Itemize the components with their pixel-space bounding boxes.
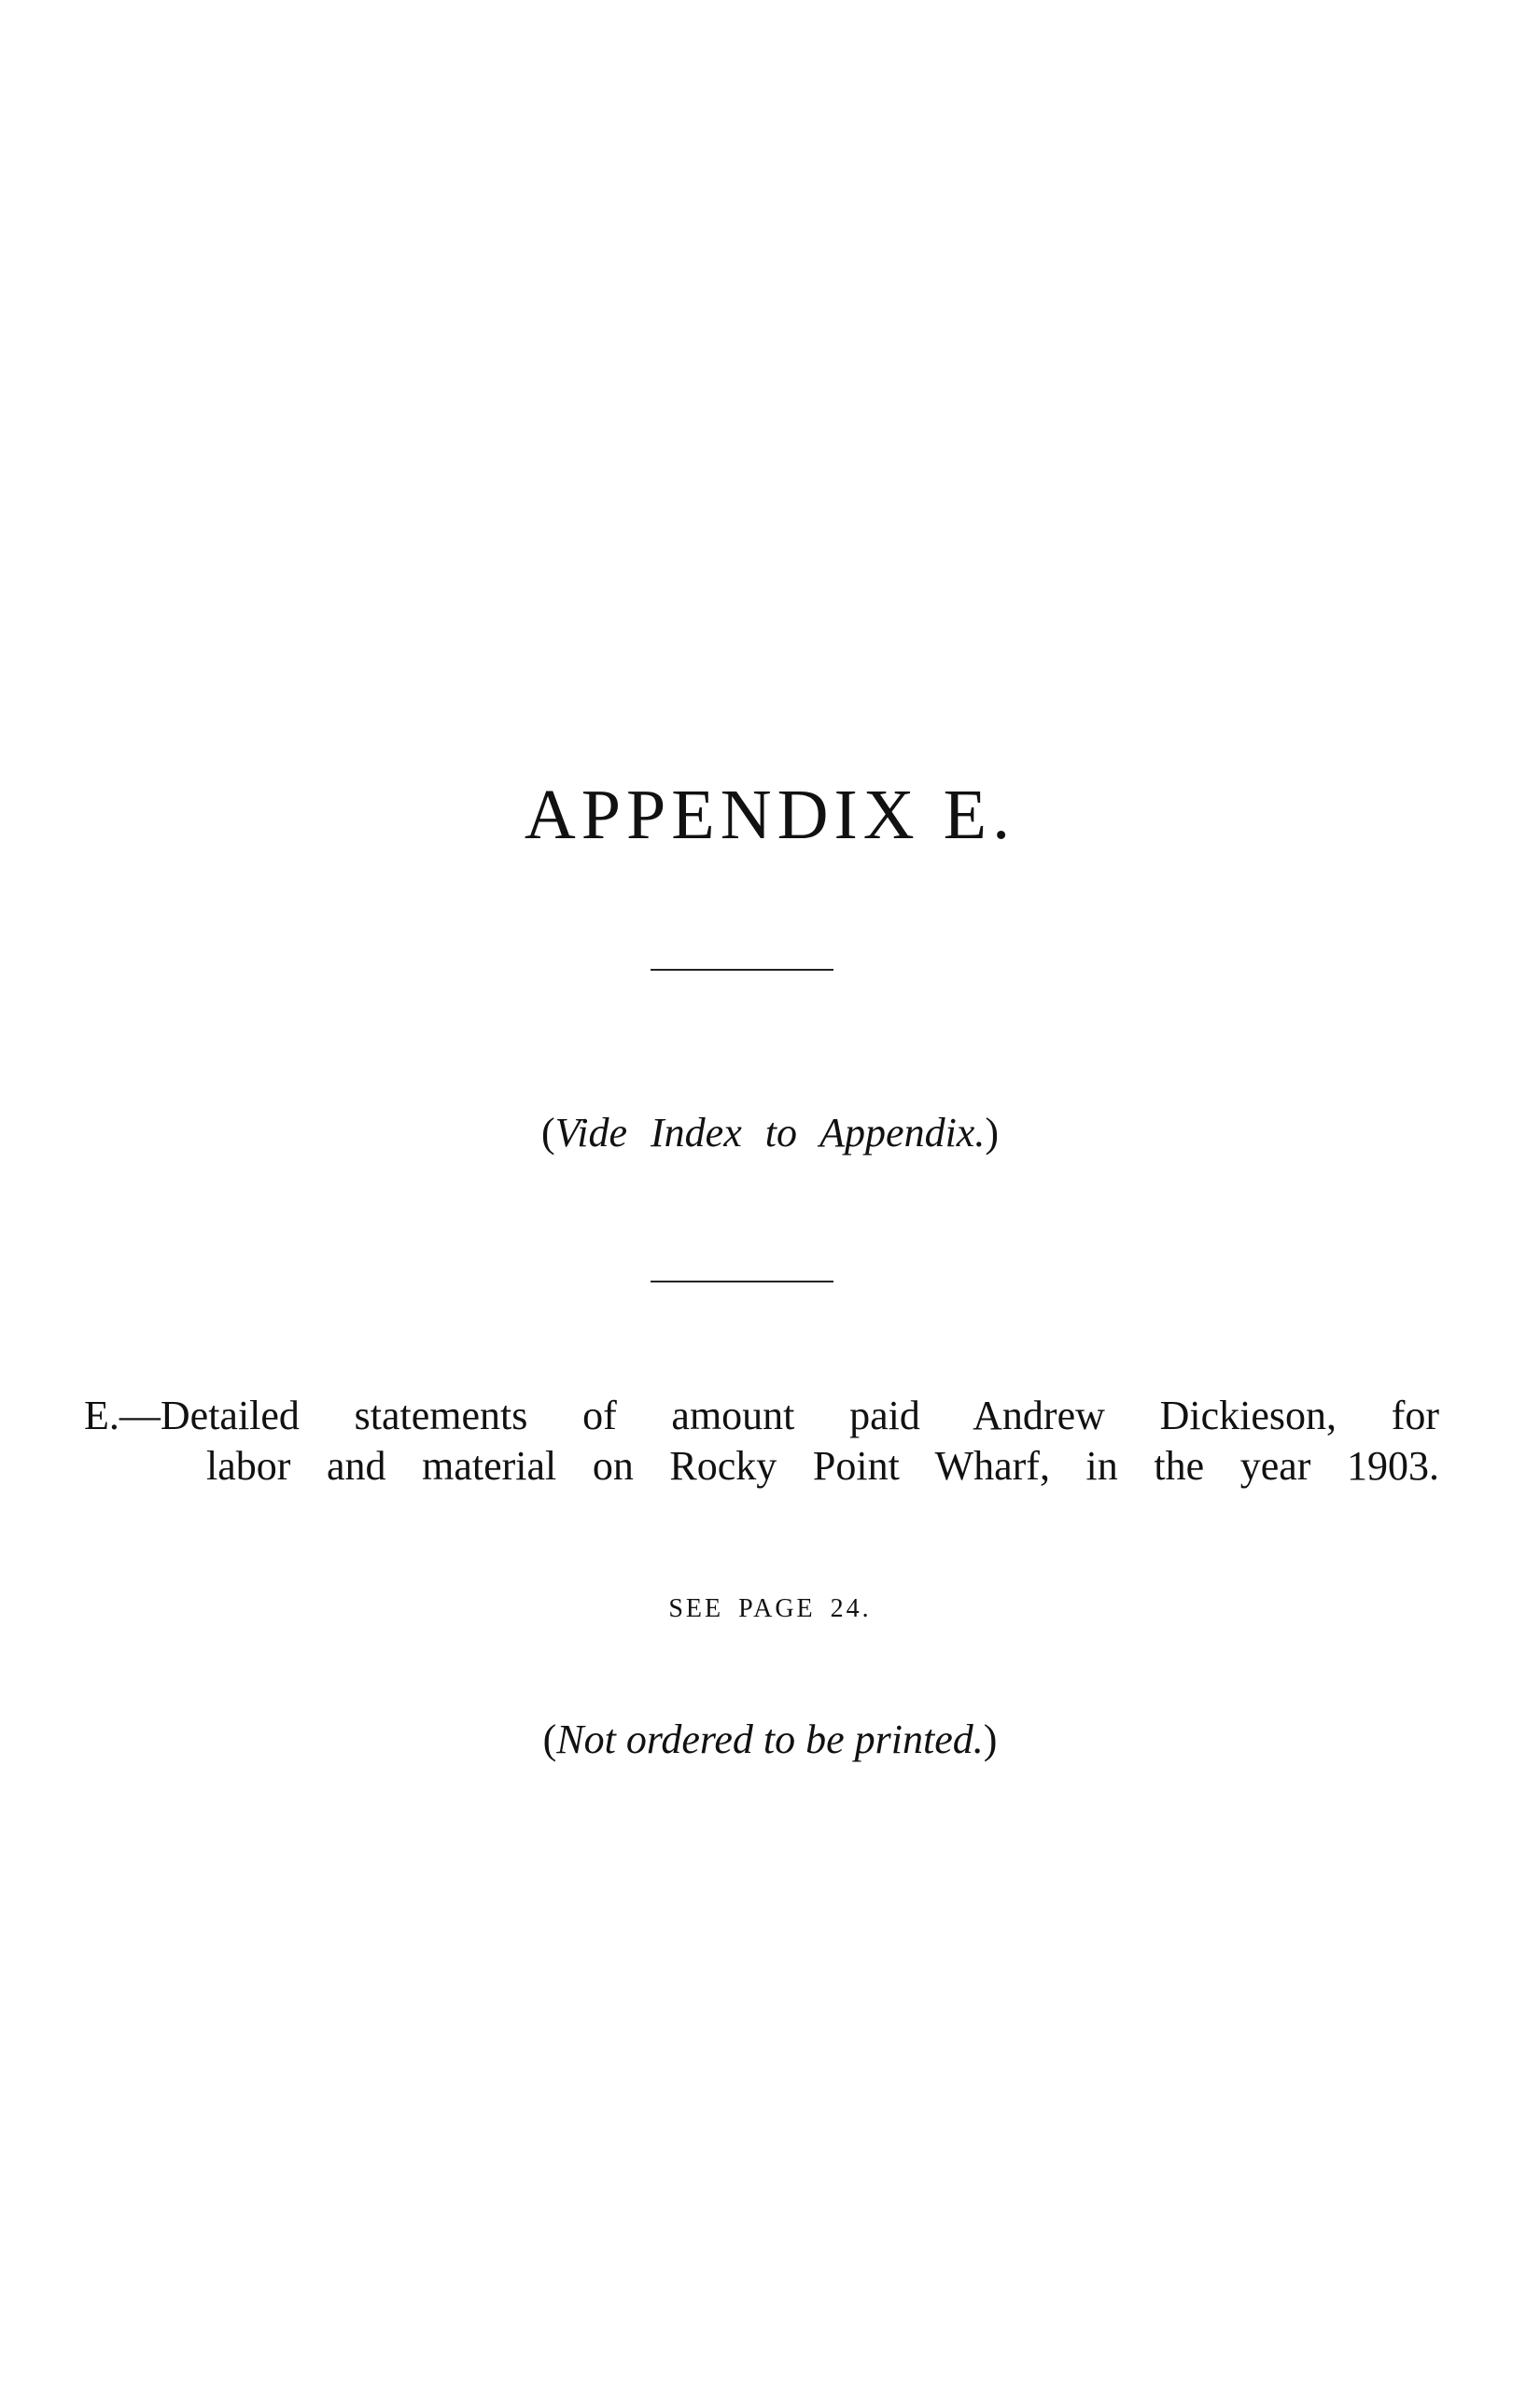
note-text: Not ordered to be printed. xyxy=(556,1716,984,1762)
vide-reference xyxy=(0,1109,1540,1156)
vide-text: Vide Index to Appendix. xyxy=(554,1110,986,1156)
divider-rule-bottom xyxy=(651,1281,833,1282)
appendix-entry xyxy=(84,1391,1439,1492)
note-open-paren: ( xyxy=(542,1716,557,1762)
entry-line-1 xyxy=(84,1391,1439,1441)
vide-open-paren: ( xyxy=(541,1110,555,1156)
note-close-paren: ) xyxy=(983,1716,998,1762)
entry-line-1-text: Detailed statements of amount paid Andrew Dickieson, for xyxy=(160,1393,1439,1438)
appendix-title: APPENDIX E. xyxy=(524,776,1016,854)
see-page-reference: SEE PAGE 24. xyxy=(668,1594,872,1623)
entry-dash: — xyxy=(119,1393,161,1438)
divider-rule-top xyxy=(651,969,833,971)
not-printed-note xyxy=(0,1716,1540,1763)
vide-close-paren: ) xyxy=(985,1110,999,1156)
entry-line-2: labor and material on Rocky Point Wharf, in the year 1903. xyxy=(206,1443,1439,1489)
entry-label: E. xyxy=(84,1393,119,1438)
